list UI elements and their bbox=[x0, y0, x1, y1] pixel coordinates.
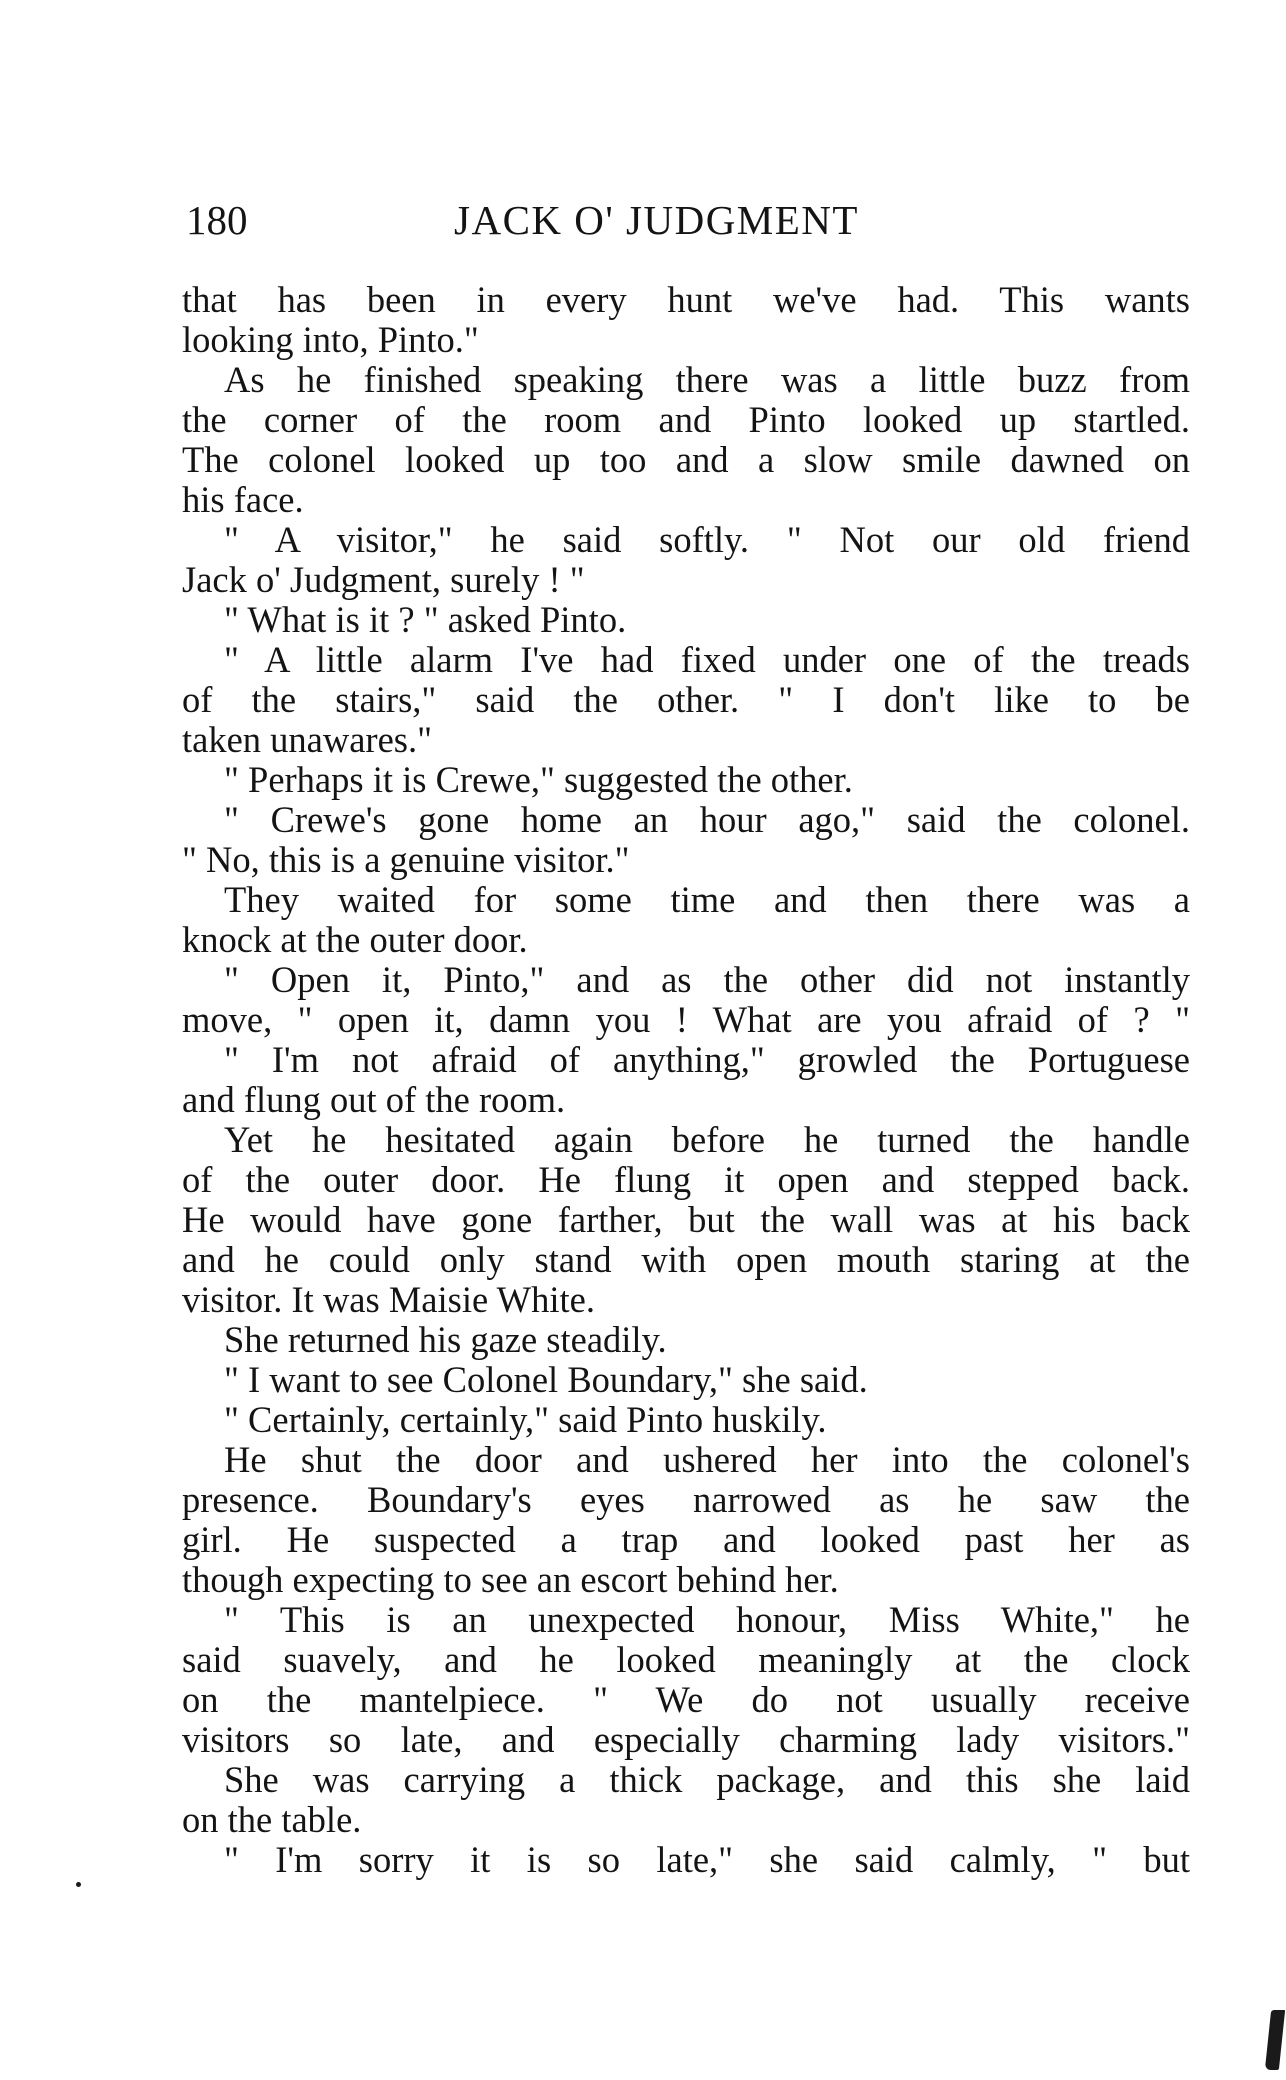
text-line: " I want to see Colonel Boundary," she said. bbox=[224, 1359, 868, 1400]
text-line: She returned his gaze steadily. bbox=[224, 1319, 667, 1360]
text-line: " I'm sorry it is so late," she said calmly, " but bbox=[224, 1839, 1190, 1880]
body-text bbox=[182, 280, 1190, 1880]
text-line: " No, this is a genuine visitor." bbox=[182, 839, 630, 880]
text-line: presence. Boundary's eyes narrowed as he saw the bbox=[182, 1479, 1190, 1520]
text-line: He would have gone farther, but the wall was at his back bbox=[182, 1199, 1190, 1240]
text-line: " This is an unexpected honour, Miss White," he bbox=[224, 1599, 1190, 1640]
page-header bbox=[186, 192, 1196, 248]
text-line: They waited for some time and then there was a bbox=[224, 879, 1190, 920]
text-line: As he finished speaking there was a little buzz from bbox=[224, 359, 1190, 400]
text-line: of the stairs," said the other. " I don't like to be bbox=[182, 679, 1190, 720]
text-line: " What is it ? " asked Pinto. bbox=[224, 599, 627, 640]
text-line: visitors so late, and especially charming lady visitors." bbox=[182, 1719, 1190, 1760]
text-line: taken unawares." bbox=[182, 719, 433, 760]
text-line: " Certainly, certainly," said Pinto huskily. bbox=[224, 1399, 827, 1440]
text-line: visitor. It was Maisie White. bbox=[182, 1279, 595, 1320]
text-line: Yet he hesitated again before he turned the handle bbox=[224, 1119, 1190, 1160]
text-line: " I'm not afraid of anything," growled the Portuguese bbox=[224, 1039, 1190, 1080]
text-line: She was carrying a thick package, and this she laid bbox=[224, 1759, 1190, 1800]
text-line: He shut the door and ushered her into the colonel's bbox=[224, 1439, 1190, 1480]
text-line: looking into, Pinto." bbox=[182, 319, 479, 360]
text-line: the corner of the room and Pinto looked up startled. bbox=[182, 399, 1190, 440]
running-title: JACK O' JUDGMENT bbox=[454, 197, 859, 243]
text-line: The colonel looked up too and a slow smile dawned on bbox=[182, 439, 1190, 480]
text-line: " Perhaps it is Crewe," suggested the other. bbox=[224, 759, 853, 800]
text-line: move, " open it, damn you ! What are you afraid of ? " bbox=[182, 999, 1190, 1040]
text-line: that has been in every hunt we've had. This wants bbox=[182, 279, 1190, 320]
text-line: " A little alarm I've had fixed under one of the treads bbox=[224, 639, 1190, 680]
text-line: " Crewe's gone home an hour ago," said the colonel. bbox=[224, 799, 1190, 840]
text-line: and flung out of the room. bbox=[182, 1079, 566, 1120]
page-number: 180 bbox=[186, 197, 248, 243]
edge-smudge bbox=[1265, 2010, 1285, 2070]
text-line: though expecting to see an escort behind her. bbox=[182, 1559, 839, 1600]
text-line: and he could only stand with open mouth staring at the bbox=[182, 1239, 1190, 1280]
text-line: on the mantelpiece. " We do not usually receive bbox=[182, 1679, 1190, 1720]
text-line: " Open it, Pinto," and as the other did not instantly bbox=[224, 959, 1190, 1000]
text-line: girl. He suspected a trap and looked past her as bbox=[182, 1519, 1190, 1560]
text-line: " A visitor," he said softly. " Not our old friend bbox=[224, 519, 1190, 560]
text-line: of the outer door. He flung it open and stepped back. bbox=[182, 1159, 1190, 1200]
text-line: Jack o' Judgment, surely ! " bbox=[182, 559, 585, 600]
text-line: knock at the outer door. bbox=[182, 919, 528, 960]
text-line: said suavely, and he looked meaningly at the clock bbox=[182, 1639, 1190, 1680]
ink-speck bbox=[76, 1882, 81, 1887]
text-line: his face. bbox=[182, 479, 304, 520]
text-line: on the table. bbox=[182, 1799, 362, 1840]
